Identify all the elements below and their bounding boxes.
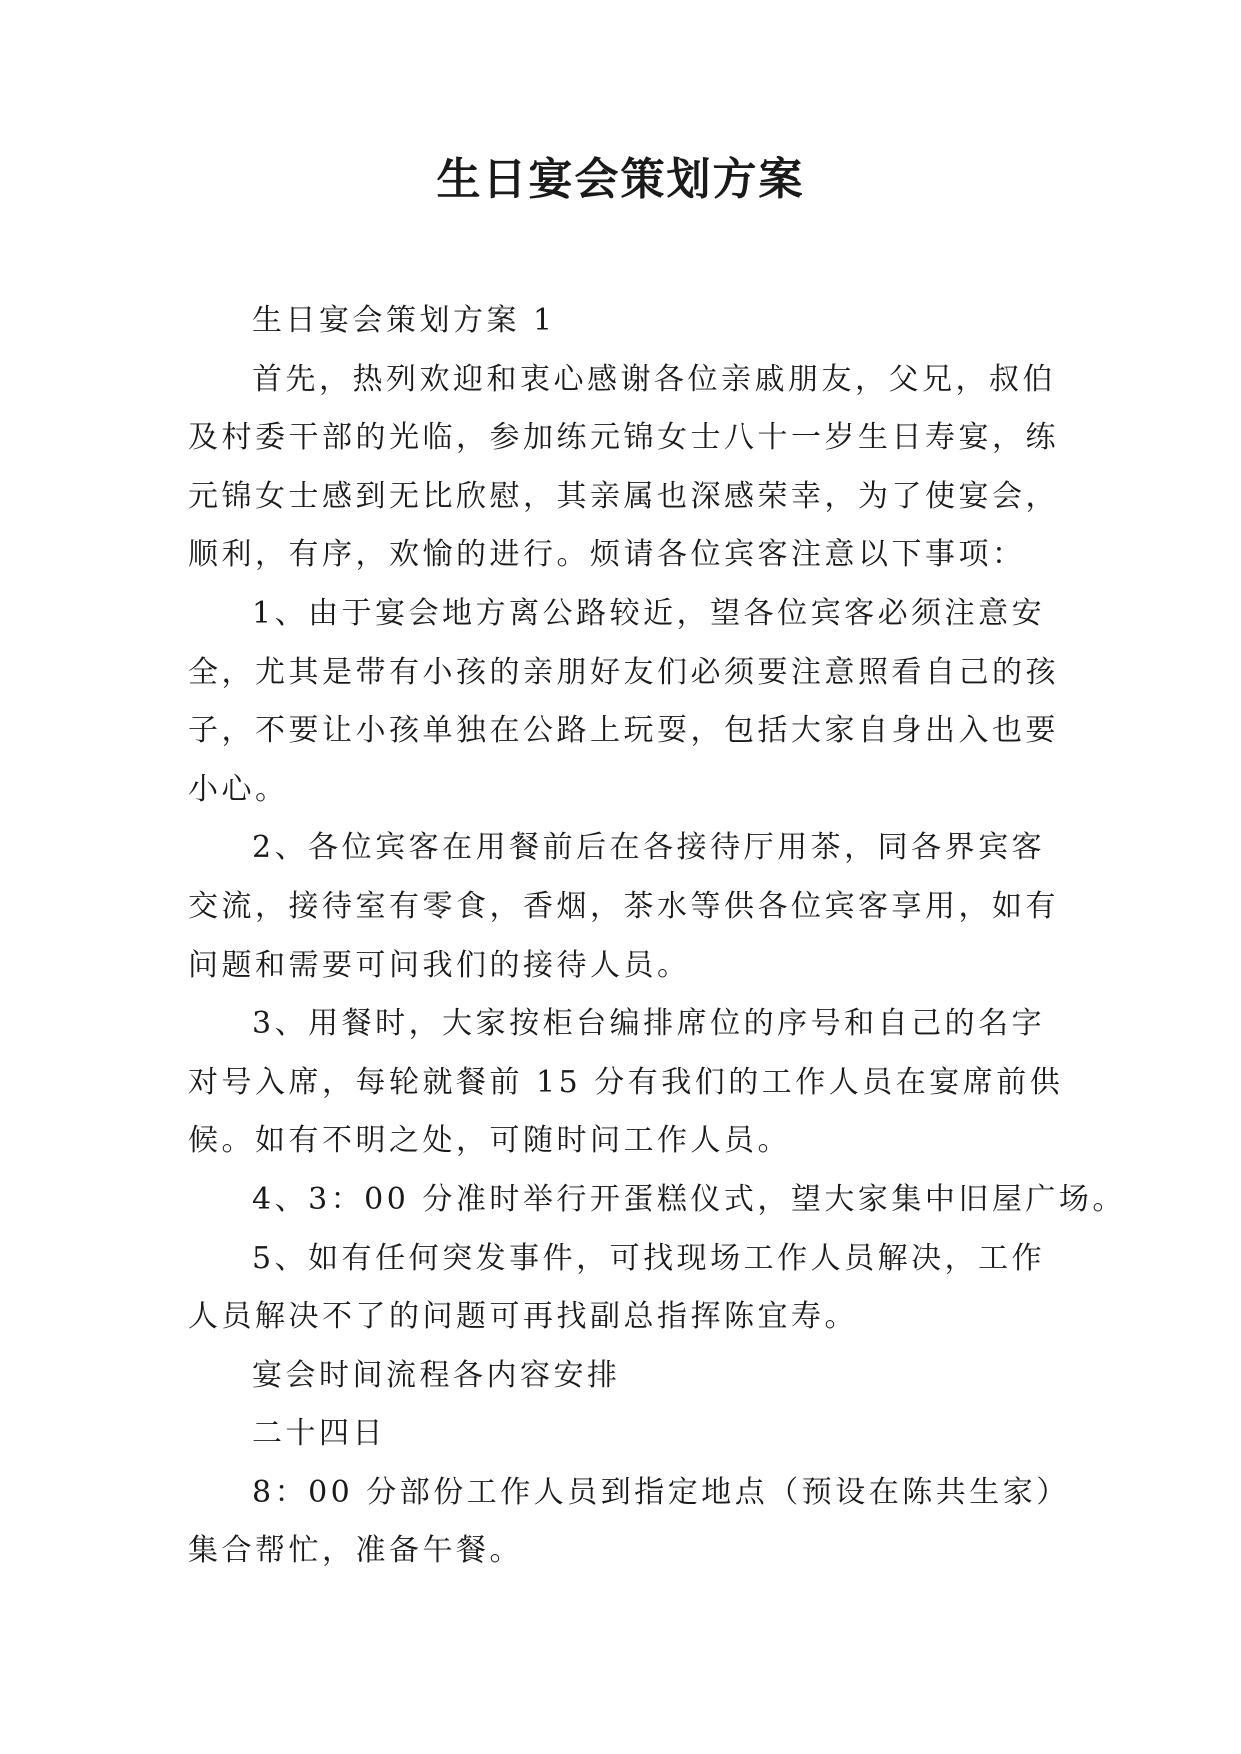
text-line: 集合帮忙，准备午餐。 — [188, 1533, 523, 1569]
text-line: 人员解决不了的问题可再找副总指挥陈宜寿。 — [188, 1299, 858, 1335]
text-line: 3、用餐时，大家按柜台编排席位的序号和自己的名字 — [252, 1006, 1046, 1042]
text-line: 及村委干部的光临，参加练元锦女士八十一岁生日寿宴，练 — [188, 420, 1059, 456]
text-line: 顺利，有序，欢愉的进行。烦请各位宾客注意以下事项： — [188, 537, 1026, 573]
text-line: 二十四日 — [252, 1416, 386, 1452]
text-line: 对号入席，每轮就餐前 15 分有我们的工作人员在宴席前供 — [188, 1064, 1064, 1100]
text-line: 元锦女士感到无比欣慰，其亲属也深感荣幸，为了使宴会， — [188, 478, 1059, 514]
text-line: 1、由于宴会地方离公路较近，望各位宾客必须注意安 — [252, 595, 1046, 631]
text-line: 首先，热列欢迎和衷心感谢各位亲戚朋友，父兄，叔伯 — [252, 361, 1056, 397]
text-line: 问题和需要可问我们的接待人员。 — [188, 947, 691, 983]
text-line: 2、各位宾客在用餐前后在各接待厅用茶，同各界宾客 — [252, 830, 1046, 866]
text-line: 4、3：00 分准时举行开蛋糕仪式，望大家集中旧屋广场。 — [252, 1181, 1126, 1217]
text-line: 小心。 — [188, 771, 289, 807]
text-line: 生日宴会策划方案 1 — [252, 303, 556, 338]
text-line: 交流，接待室有零食，香烟，茶水等供各位宾客享用，如有 — [188, 888, 1059, 924]
document-title: 生日宴会策划方案 — [436, 154, 805, 205]
document-body — [188, 292, 1126, 1581]
text-line: 8：00 分部份工作人员到指定地点（预设在陈共生家） — [252, 1474, 1070, 1510]
text-line: 全，尤其是带有小孩的亲朋好友们必须要注意照看自己的孩 — [188, 654, 1059, 690]
text-line: 宴会时间流程各内容安排 — [252, 1357, 621, 1393]
text-line: 5、如有任何突发事件，可找现场工作人员解决，工作 — [252, 1240, 1046, 1276]
text-line: 子，不要让小孩单独在公路上玩耍，包括大家自身出入也要 — [188, 713, 1059, 749]
text-line: 候。如有不明之处，可随时问工作人员。 — [188, 1123, 791, 1159]
